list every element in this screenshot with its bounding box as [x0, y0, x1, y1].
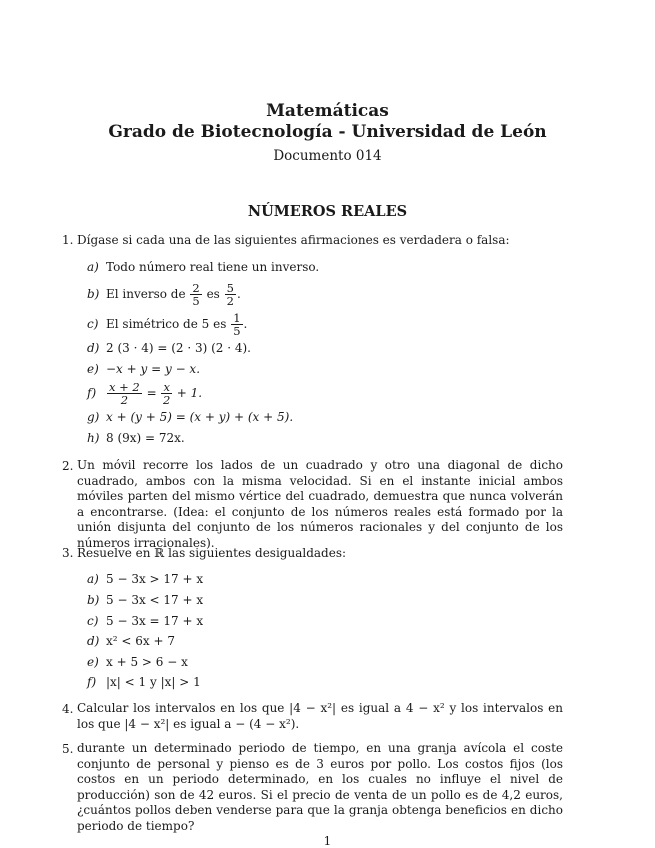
q1c-post: . [243, 317, 248, 331]
q1b-mid: es [206, 287, 220, 301]
q3a-text: 5 − 3x > 17 + x [106, 572, 204, 586]
q3b-label: b) [87, 593, 100, 607]
q1f-label: f) [87, 386, 97, 400]
q1h-label: h) [87, 431, 100, 445]
q3e-text: x + 5 > 6 − x [106, 655, 188, 669]
q1h-text: 8 (9x) = 72x. [106, 431, 185, 445]
q1c-pre: El simétrico de 5 es [106, 317, 227, 331]
fraction-2-5 [190, 282, 201, 307]
page-number: 1 [323, 834, 332, 848]
fraction-5-2 [225, 282, 236, 307]
q3f-label: f) [87, 675, 97, 689]
fraction-1-5 [231, 312, 242, 337]
q1d-label: d) [87, 341, 100, 355]
fraction-numerator: 2 [192, 281, 200, 295]
fraction-denominator: 5 [192, 294, 200, 308]
fraction-numerator: x + 2 [109, 380, 140, 394]
fraction-numerator: x [163, 380, 170, 394]
q1b-pre: El inverso de [106, 287, 186, 301]
q2-text: Un móvil recorre los lados de un cuadrado y otro una diagonal de dicho cuadrado, ambos con la misma velocidad. Si en el instante inicial ambos móviles parten del mismo vértice del cuadrado, demuestra que nunca volverán a encontrarse. (Idea: el conjunto de los números reales está formado por la unión disjunta del conjunto de los números racionales y del conjunto de los números irracionales). [77, 458, 563, 550]
q1f-text [106, 376, 202, 410]
q1-text: Dígase si cada una de las siguientes afirmaciones es verdadera o falsa: [77, 233, 510, 247]
q3d-label: d) [87, 634, 100, 648]
q1g-text: x + (y + 5) = (x + y) + (x + 5). [106, 410, 294, 424]
q5-number: 5. [62, 742, 74, 756]
q1c-label: c) [87, 317, 99, 331]
fraction-denominator: 2 [226, 294, 234, 308]
q3c-label: c) [87, 614, 99, 628]
q3a-label: a) [87, 572, 99, 586]
q1f-eq: = [146, 386, 157, 400]
q3b-text: 5 − 3x < 17 + x [106, 593, 204, 607]
fraction-numerator: 5 [226, 281, 234, 295]
fraction-x-over-2 [161, 381, 172, 406]
q1a-label: a) [87, 260, 99, 274]
q3-text: Resuelve en ℝ las siguientes desigualdades: [77, 546, 347, 560]
q2-number: 2. [62, 459, 74, 473]
q1e-label: e) [87, 362, 99, 376]
q1f-post: + 1. [176, 386, 203, 400]
q3-number: 3. [62, 546, 74, 560]
q3d-text: x² < 6x + 7 [106, 634, 175, 648]
q1b-text [106, 277, 241, 311]
q5-text: durante un determinado periodo de tiempo, en una granja avícola el coste conjunto de personal y pienso es de 3 euros por pollo. Los costos fijos (los costos en un periodo determinado, en los cuales no influye el nivel de producción) son de 42 euros. Si el precio de venta de un pollo es de 4,2 euros, ¿cuántos pollos deben venderse para que la granja obtenga beneficios en dicho periodo de tiempo? [77, 741, 563, 833]
fraction-denominator: 2 [163, 393, 171, 407]
fraction-denominator: 5 [233, 324, 241, 338]
q1e-text: −x + y = y − x. [106, 362, 201, 376]
q1d-text: 2 (3 · 4) = (2 · 3) (2 · 4). [106, 341, 251, 355]
q1-number: 1. [62, 233, 74, 247]
q1b-post: . [236, 287, 241, 301]
q1c-text [106, 307, 247, 341]
fraction-denominator: 2 [120, 393, 129, 407]
q3c-text: 5 − 3x = 17 + x [106, 614, 204, 628]
page-title: Matemáticas [266, 101, 389, 121]
q1g-label: g) [87, 410, 100, 424]
q3f-text: |x| < 1 y |x| > 1 [106, 675, 201, 689]
section-title: NÚMEROS REALES [247, 203, 408, 220]
fraction-x-plus-2-over-2 [107, 381, 142, 406]
q4-number: 4. [62, 702, 74, 716]
fraction-numerator: 1 [233, 311, 241, 325]
q1a-text: Todo número real tiene un inverso. [106, 260, 320, 274]
document-id: Documento 014 [273, 148, 382, 164]
q4-text: Calcular los intervalos en los que |4 − x²| es igual a 4 − x² y los intervalos en los que |4 − x²| es igual a − (4 − x²). [77, 701, 563, 731]
page-subtitle: Grado de Biotecnología - Universidad de León [108, 122, 547, 142]
q1b-label: b) [87, 287, 100, 301]
q3e-label: e) [87, 655, 99, 669]
